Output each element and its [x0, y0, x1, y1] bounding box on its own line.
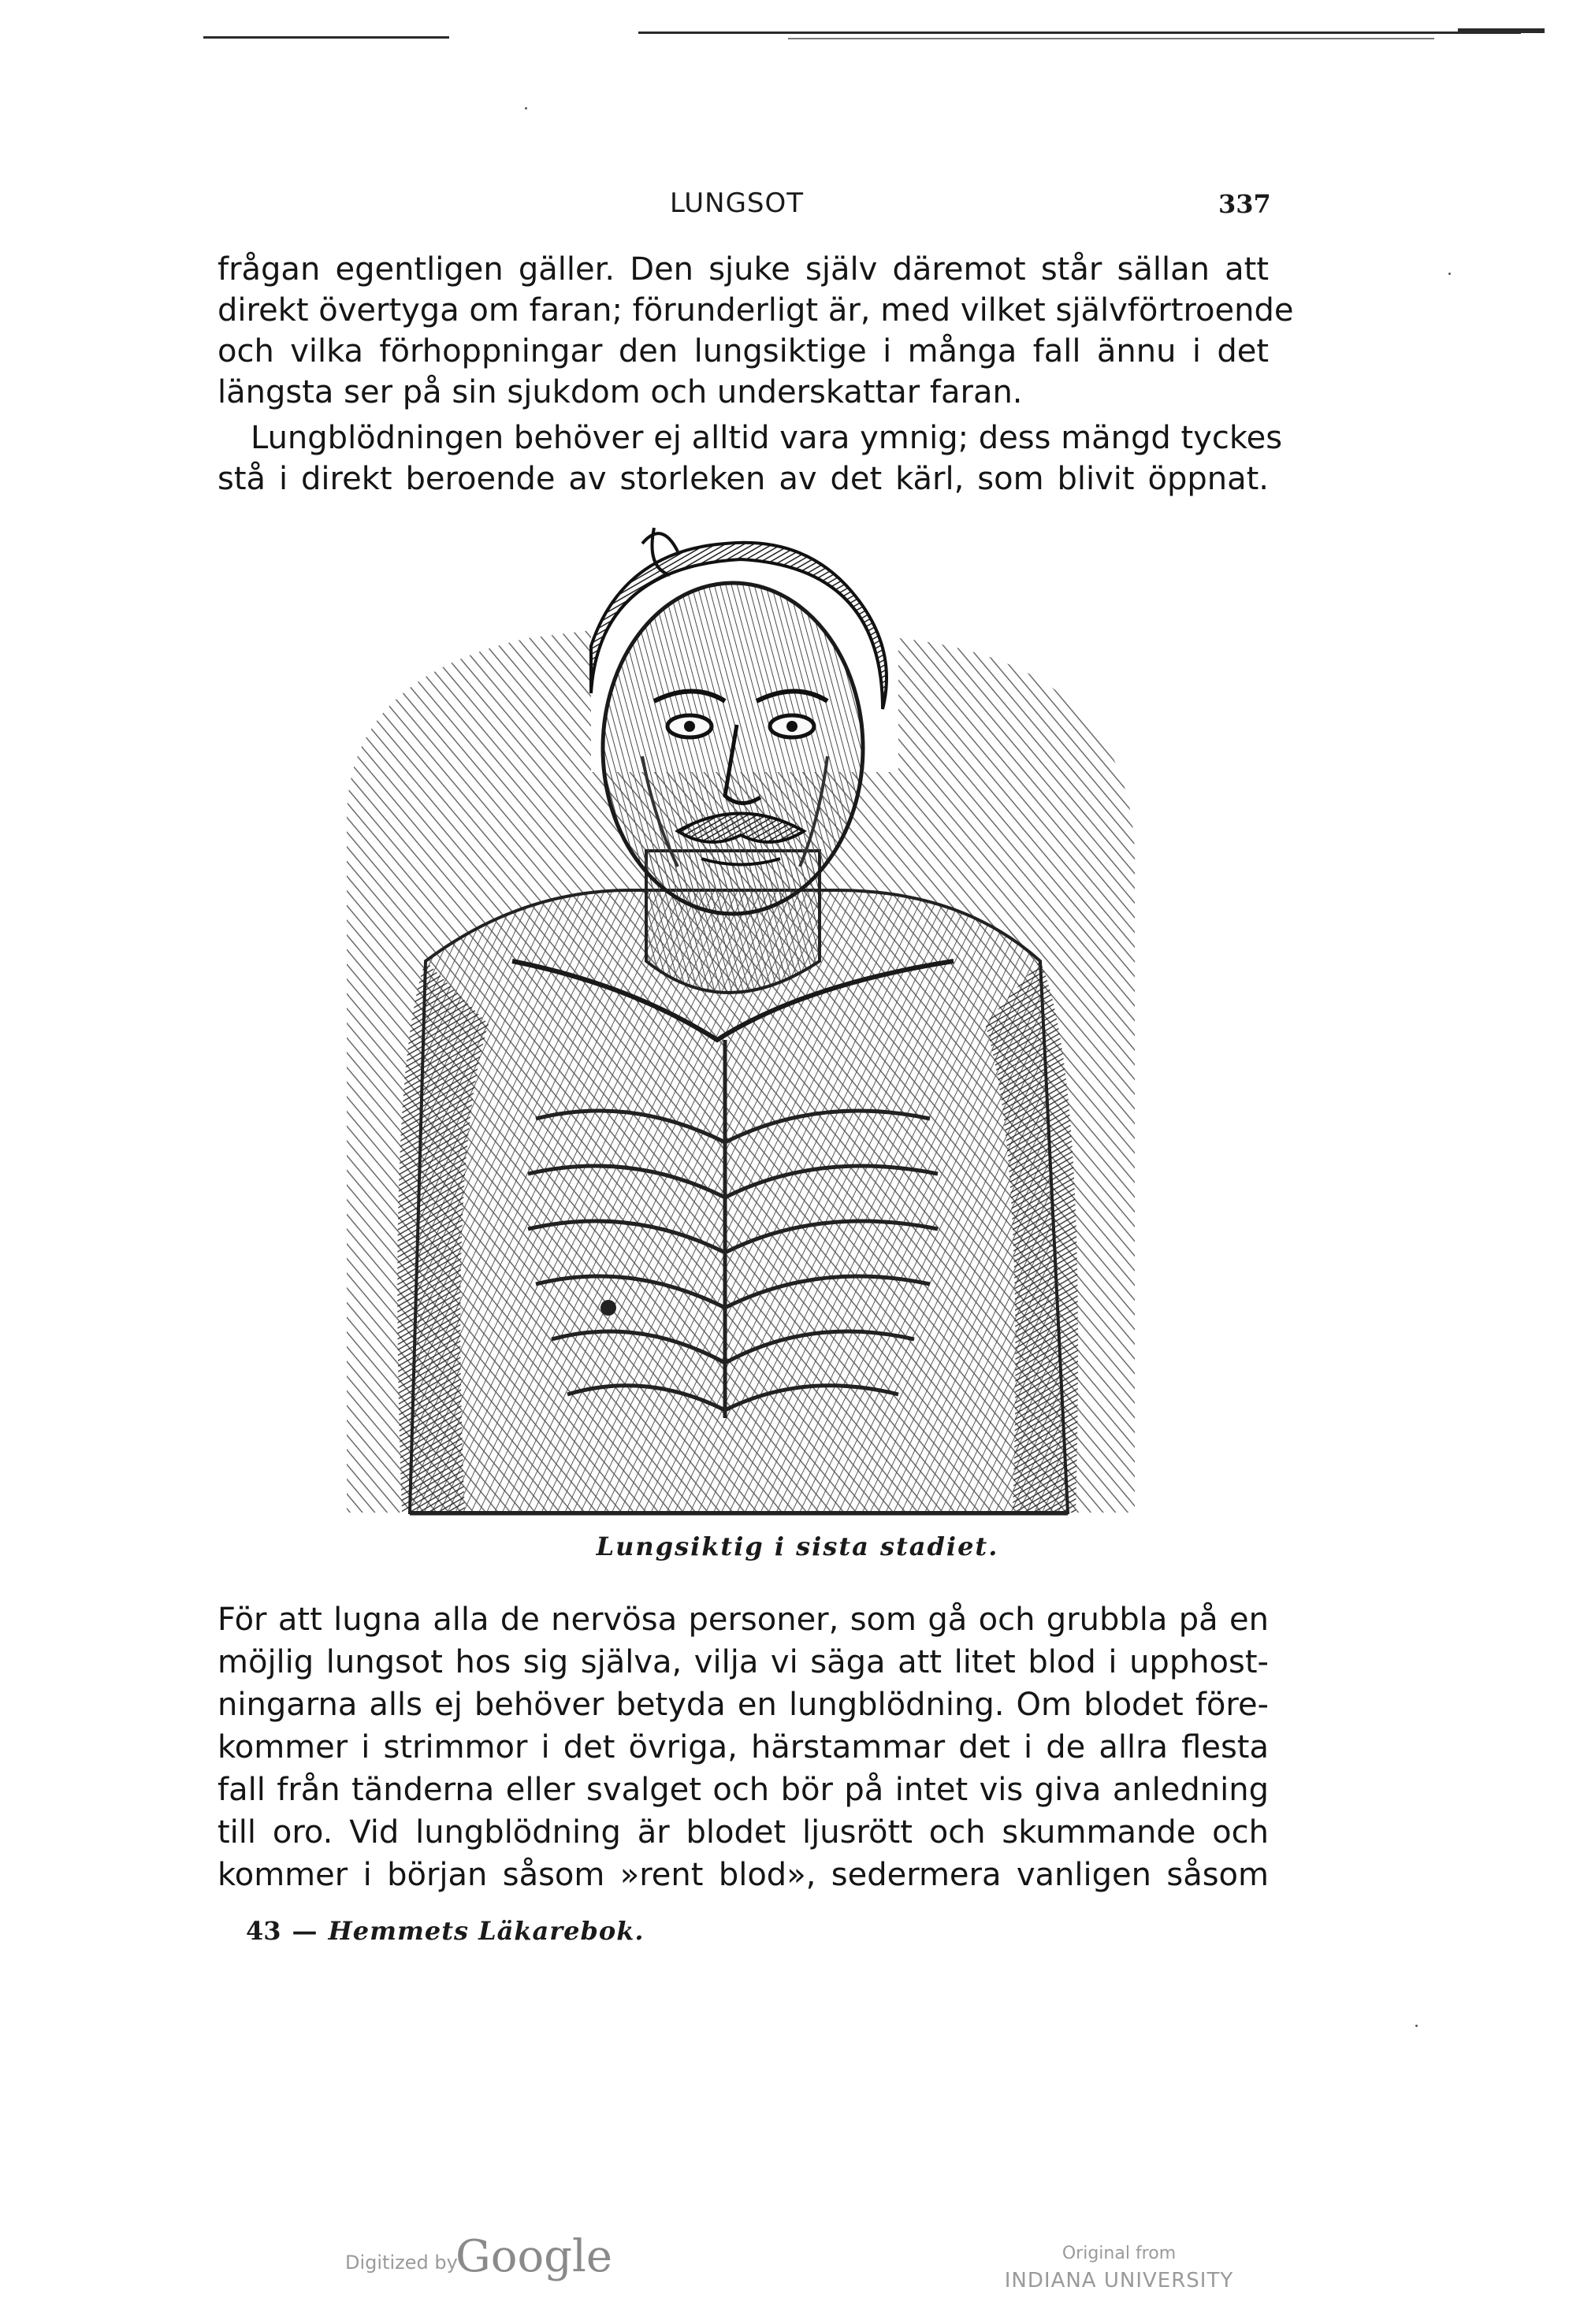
running-header-title: LUNGSOT: [670, 187, 805, 219]
text-line: stå i direkt beroende av storleken av det kärl, som blivit öppnat.: [217, 461, 1269, 497]
signature-book-title: Hemmets Läkarebok.: [328, 1916, 645, 1946]
nipple: [600, 1300, 616, 1316]
text-line: till oro. Vid lungblödning är blodet ljusrött och skummande och: [217, 1814, 1269, 1851]
text-line: direkt övertyga om faran; förunderligt är, med vilket självförtroende: [217, 292, 1294, 329]
text-line: kommer i strimmor i det övriga, härstammar det i de allra flesta: [217, 1729, 1269, 1765]
text-line: möjlig lungsot hos sig själva, vilja vi säga att litet blod i upphost-: [217, 1644, 1269, 1680]
page-number: 337: [1218, 189, 1271, 219]
text-line: frågan egentligen gäller. Den sjuke själv däremot står sällan att: [217, 251, 1269, 288]
engraving-illustration: [331, 520, 1151, 1520]
source-library-label: INDIANA UNIVERSITY: [1004, 2269, 1234, 2292]
printers-signature: [246, 1916, 645, 1946]
top-rule-right: [638, 32, 1521, 34]
google-logo: Google: [455, 2231, 613, 2282]
text-line: Lungblödningen behöver ej alltid vara ymnig; dess mängd tyckes: [251, 420, 1283, 456]
text-line: ningarna alls ej behöver betyda en lungblödning. Om blodet före-: [217, 1687, 1269, 1723]
original-from-label: Original from: [1061, 2244, 1177, 2263]
top-rule-left: [203, 36, 449, 39]
figure-caption: Lungsiktig i sista stadiet.: [596, 1531, 999, 1561]
top-rule-fragment: [788, 38, 1434, 39]
text-line: För att lugna alla de nervösa personer, som gå och grubbla på en: [217, 1602, 1269, 1638]
signature-number: 43: [246, 1916, 281, 1946]
text-line: kommer i början såsom »rent blod», sedermera vanligen såsom: [217, 1857, 1269, 1893]
top-rule-right-thick: [1458, 28, 1545, 33]
text-line: fall från tänderna eller svalget och bör på intet vis giva anledning: [217, 1772, 1269, 1808]
text-line: och vilka förhoppningar den lungsiktige i många fall ännu i det: [217, 333, 1269, 369]
scan-speck: [1448, 273, 1451, 275]
scan-speck: [525, 107, 527, 110]
digitized-by-label: Digitized by: [345, 2252, 458, 2274]
signature-dash: —: [292, 1916, 318, 1946]
text-line: längsta ser på sin sjukdom och underskattar faran.: [217, 374, 1023, 410]
scan-speck: [1415, 2025, 1418, 2027]
